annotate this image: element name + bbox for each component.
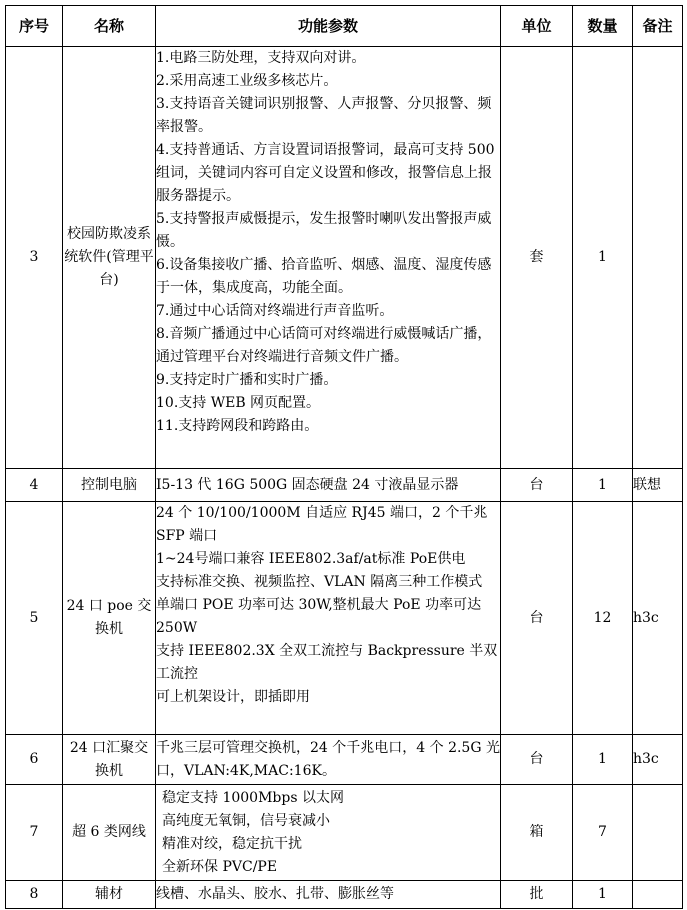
row-func (156, 785, 501, 881)
func-line: 支持标准交换、视频监控、VLAN 隔离三种工作模式 (156, 574, 483, 590)
row-qty: 1 (573, 881, 633, 909)
func-line: 全新环保 PVC/PE (162, 858, 278, 875)
func-line: 1.电路三防处理，支持双向对讲。 (156, 50, 366, 66)
row-func (156, 47, 501, 469)
row-func (156, 881, 501, 909)
func-line: 10.支持 WEB 网页配置。 (156, 395, 321, 411)
func-line: 6.设备集接收广播、拾音监听、烟感、温度、湿度传感于一体，集成度高，功能全面。 (156, 257, 492, 296)
row-no: 5 (6, 502, 63, 735)
row-unit: 台 (501, 469, 573, 502)
func-line: 单端口 POE 功率可达 30W,整机最大 PoE 功率可达 250W (156, 597, 482, 636)
row-qty: 1 (573, 469, 633, 502)
row-name: 24 口汇聚交换机 (63, 735, 156, 785)
row-remark: h3c (633, 735, 683, 785)
row-qty: 1 (573, 735, 633, 785)
row-name: 24 口 poe 交换机 (63, 502, 156, 735)
row-unit: 箱 (501, 785, 573, 881)
header-name: 名称 (63, 6, 156, 47)
func-line: 5.支持警报声威慑提示，发生报警时喇叭发出警报声威慑。 (156, 211, 492, 250)
row-no: 4 (6, 469, 63, 502)
func-line: 11.支持跨网段和跨路由。 (156, 418, 319, 434)
header-func: 功能参数 (156, 6, 501, 47)
table-row (6, 735, 683, 785)
row-remark: h3c (633, 502, 683, 735)
func-line: 3.支持语音关键词识别报警、人声报警、分贝报警、频率报警。 (156, 96, 492, 135)
row-remark (633, 881, 683, 909)
func-line: 可上机架设计，即插即用 (156, 689, 310, 705)
func-line: 线槽、水晶头、胶水、扎带、膨胀丝等 (156, 886, 394, 902)
func-line: 2.采用高速工业级多核芯片。 (156, 73, 338, 89)
func-line: 4.支持普通话、方言设置词语报警词，最高可支持 500 组词，关键词内容可自定义设置和修改，报警信息上报服务器提示。 (156, 142, 495, 204)
func-line: 24 个 10/100/1000M 自适应 RJ45 端口，2 个千兆 SFP 端口 (156, 505, 488, 544)
header-no: 序号 (6, 6, 63, 47)
row-unit: 批 (501, 881, 573, 909)
row-no: 3 (6, 47, 63, 469)
row-no: 8 (6, 881, 63, 909)
func-line: 1~24号端口兼容 IEEE802.3af/at标准 PoE供电 (156, 551, 466, 567)
row-name: 辅材 (63, 881, 156, 909)
row-func (156, 735, 501, 785)
row-unit: 台 (501, 502, 573, 735)
func-line: 精准对绞，稳定抗干扰 (162, 835, 302, 852)
row-remark (633, 47, 683, 469)
table-row (6, 469, 683, 502)
table-row (6, 881, 683, 909)
table-row (6, 502, 683, 735)
func-line: 稳定支持 1000Mbps 以太网 (162, 789, 344, 806)
row-no: 7 (6, 785, 63, 881)
row-qty: 12 (573, 502, 633, 735)
row-remark: 联想 (633, 469, 683, 502)
func-line: 支持 IEEE802.3X 全双工流控与 Backpressure 半双工流控 (156, 643, 498, 682)
spec-table (5, 5, 683, 909)
func-line: 7.通过中心话筒对终端进行声音监听。 (156, 303, 394, 319)
header-qty: 数量 (573, 6, 633, 47)
func-line: 8.音频广播通过中心话筒可对终端进行威慑喊话广播，通过管理平台对终端进行音频文件广播。 (156, 326, 492, 365)
table-row (6, 785, 683, 881)
header-unit: 单位 (501, 6, 573, 47)
header-row (6, 6, 683, 47)
func-line: 9.支持定时广播和实时广播。 (156, 372, 338, 388)
func-line: 千兆三层可管理交换机，24 个千兆电口，4 个 2.5G 光口，VLAN:4K,MAC:16K。 (156, 739, 500, 779)
func-line: I5-13 代 16G 500G 固态硬盘 24 寸液晶显示器 (156, 476, 459, 493)
row-no: 6 (6, 735, 63, 785)
header-remark: 备注 (633, 6, 683, 47)
row-qty: 1 (573, 47, 633, 469)
row-func (156, 469, 501, 502)
row-name: 校园防欺凌系统软件(管理平台) (63, 47, 156, 469)
row-func (156, 502, 501, 735)
row-name: 控制电脑 (63, 469, 156, 502)
row-remark (633, 785, 683, 881)
row-unit: 台 (501, 735, 573, 785)
row-name: 超 6 类网线 (63, 785, 156, 881)
row-unit: 套 (501, 47, 573, 469)
row-qty: 7 (573, 785, 633, 881)
func-line: 高纯度无氧铜，信号衰减小 (162, 812, 330, 829)
table-row (6, 47, 683, 469)
